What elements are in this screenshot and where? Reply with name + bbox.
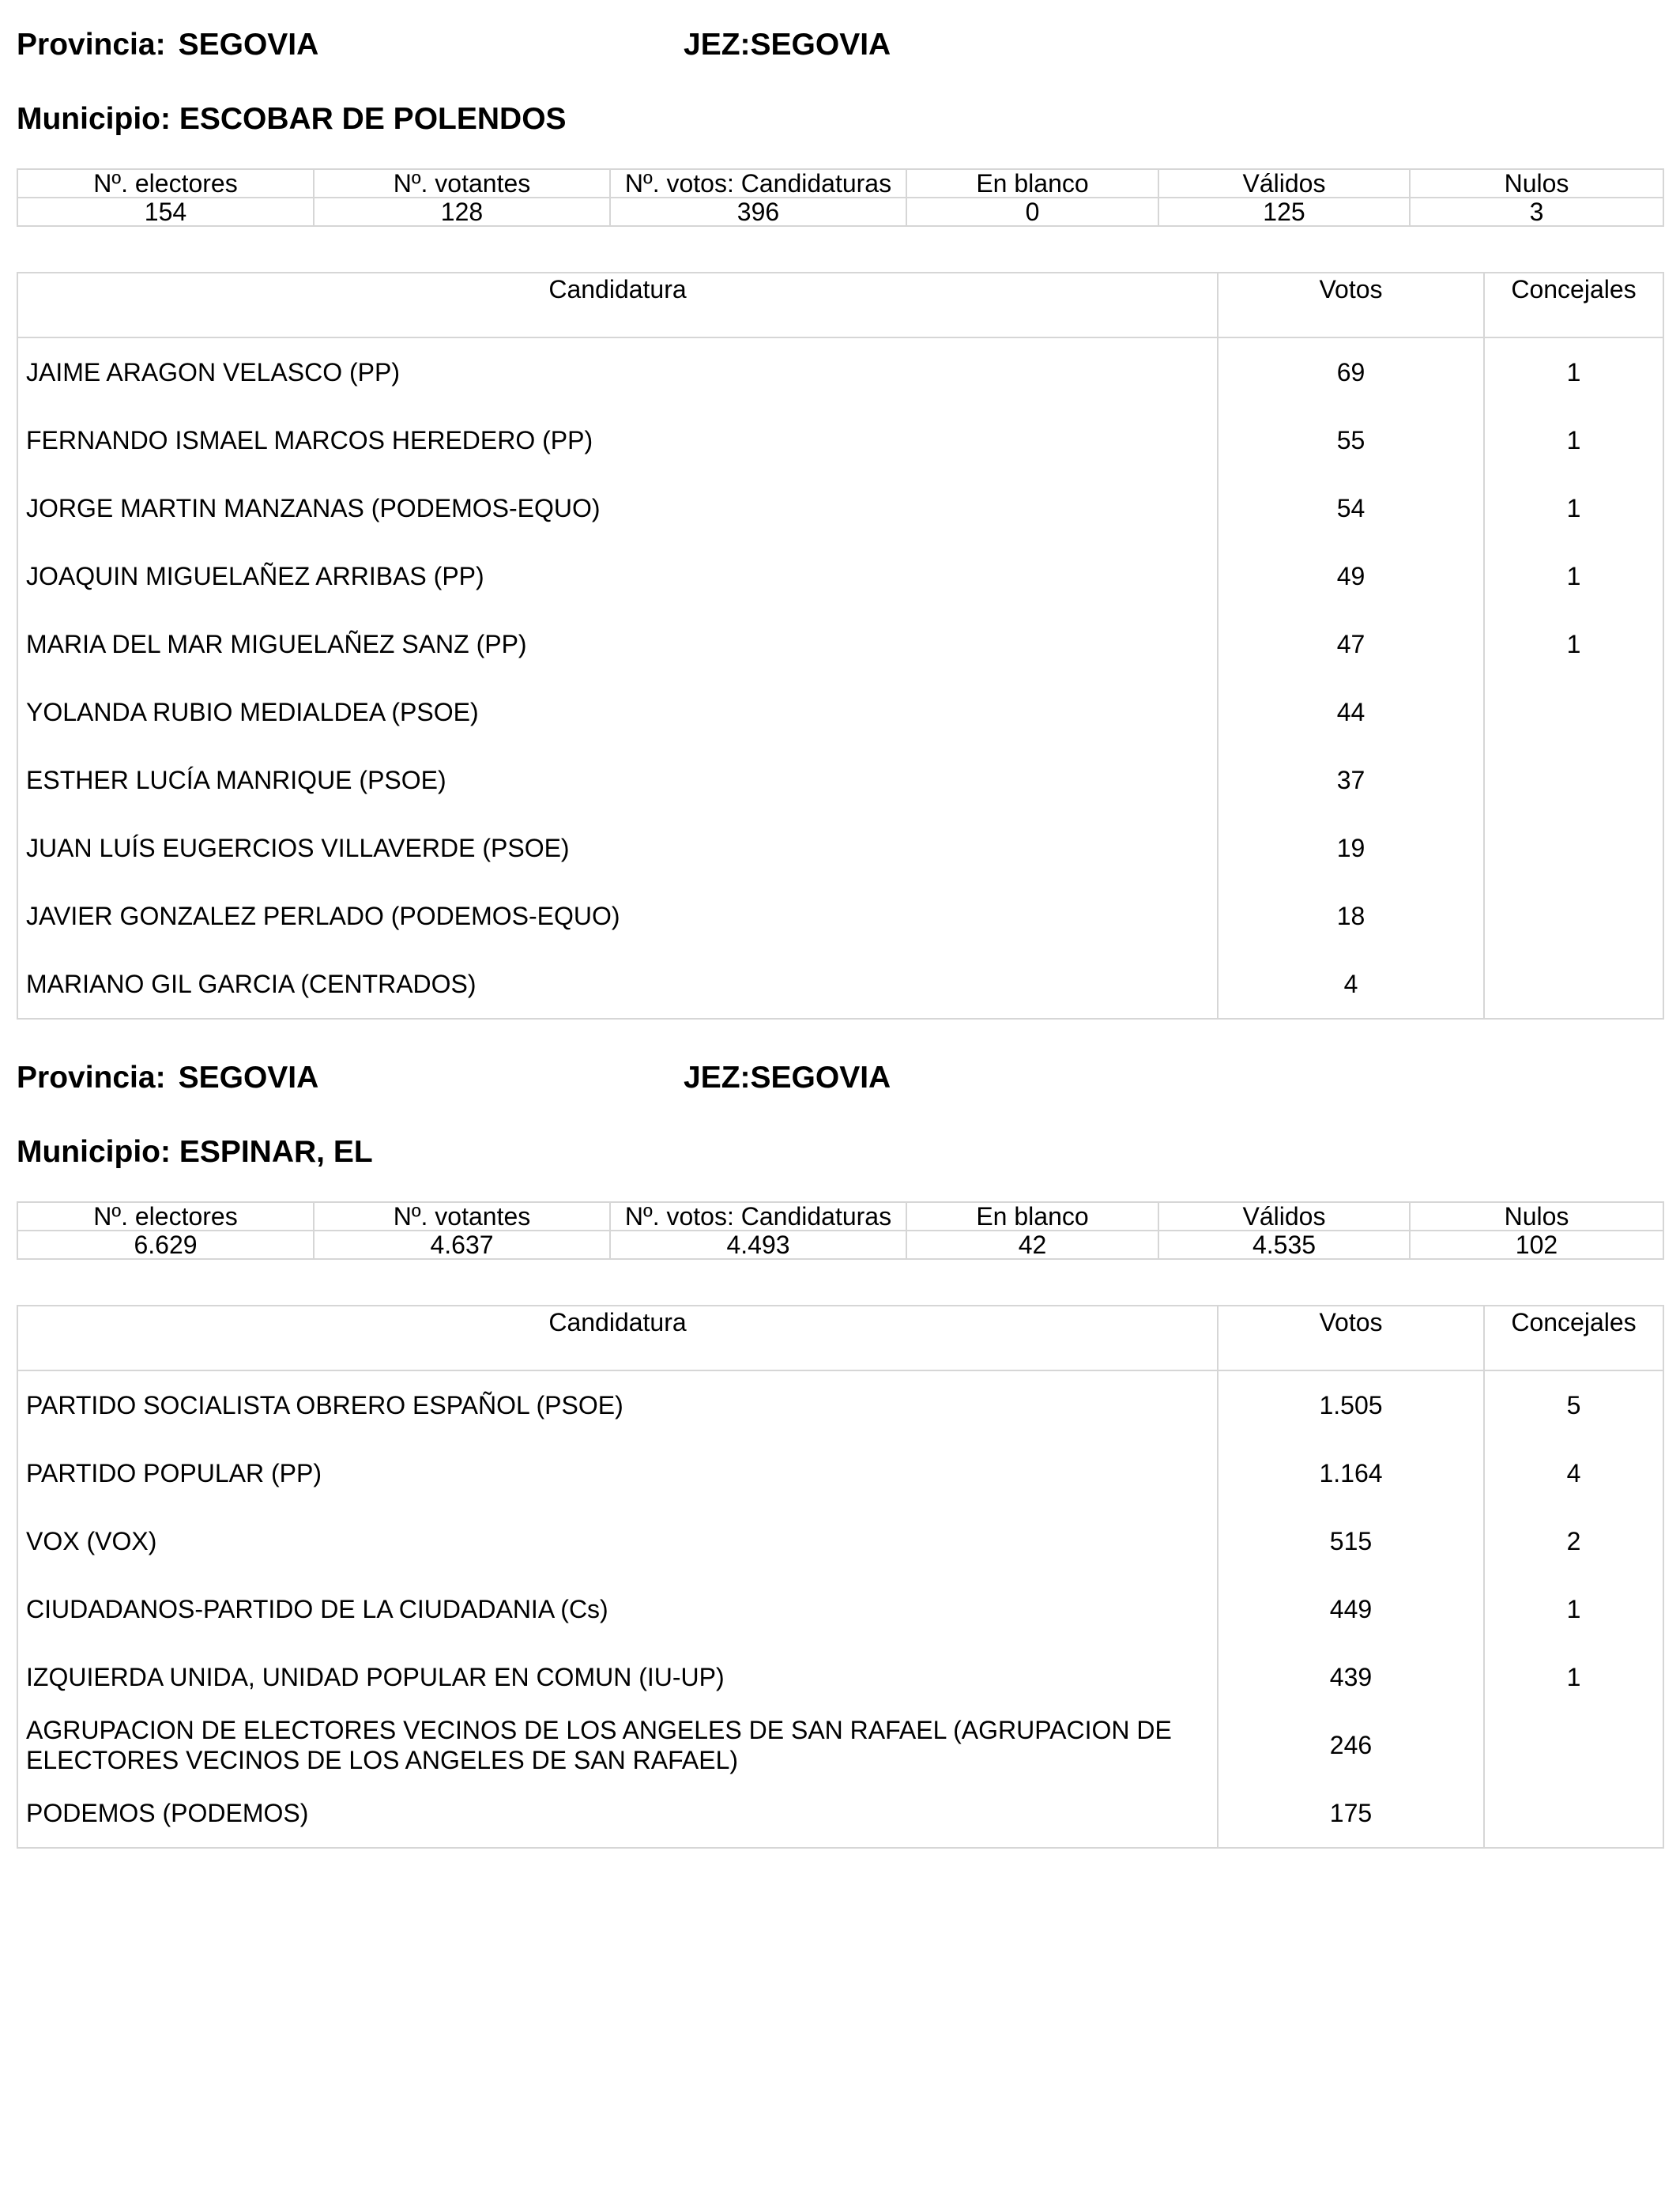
party-name: PARTIDO POPULAR (PP) (17, 1439, 1218, 1507)
summary-value-validos: 125 (1158, 198, 1410, 226)
table-row (17, 542, 1663, 610)
summary-value-validos: 4.535 (1158, 1231, 1410, 1259)
summary-value-votos-candidaturas: 396 (610, 198, 906, 226)
table-row (17, 1779, 1663, 1848)
party-name: AGRUPACION DE ELECTORES VECINOS DE LOS ANGELES DE SAN RAFAEL (AGRUPACION DE ELECTORES VECINOS DE LOS ANGELES DE SAN RAFAEL) (17, 1711, 1218, 1779)
summary-header-votantes: Nº. votantes (314, 169, 610, 198)
party-name: IZQUIERDA UNIDA, UNIDAD POPULAR EN COMUN (IU-UP) (17, 1643, 1218, 1711)
table-row (17, 610, 1663, 678)
summary-value-row (17, 198, 1663, 226)
summary-header-votantes: Nº. votantes (314, 1202, 610, 1231)
candidate-seats (1484, 678, 1663, 746)
candidate-votes: 44 (1218, 678, 1484, 746)
summary-value-electores: 6.629 (17, 1231, 314, 1259)
table-row (17, 678, 1663, 746)
party-seats: 1 (1484, 1643, 1663, 1711)
candidate-name: JAIME ARAGON VELASCO (PP) (17, 337, 1218, 406)
candidate-votes: 55 (1218, 406, 1484, 474)
results-header-row (17, 1306, 1663, 1370)
provincia-value: SEGOVIA (178, 28, 319, 62)
summary-header-en-blanco: En blanco (906, 169, 1158, 198)
candidate-seats (1484, 814, 1663, 882)
party-votes: 1.505 (1218, 1370, 1484, 1439)
candidate-name: JAVIER GONZALEZ PERLADO (PODEMOS-EQUO) (17, 882, 1218, 950)
results-header-row (17, 273, 1663, 337)
summary-value-electores: 154 (17, 198, 314, 226)
results-table (17, 272, 1664, 1020)
table-row (17, 1643, 1663, 1711)
municipio-value: ESCOBAR DE POLENDOS (179, 102, 567, 136)
candidate-seats: 1 (1484, 337, 1663, 406)
candidate-name: MARIA DEL MAR MIGUELAÑEZ SANZ (PP) (17, 610, 1218, 678)
candidate-name: MARIANO GIL GARCIA (CENTRADOS) (17, 950, 1218, 1019)
candidate-votes: 69 (1218, 337, 1484, 406)
party-seats (1484, 1779, 1663, 1848)
jez-line (684, 28, 891, 62)
summary-header-validos: Válidos (1158, 1202, 1410, 1231)
candidate-votes: 19 (1218, 814, 1484, 882)
summary-table (17, 168, 1664, 227)
candidate-votes: 49 (1218, 542, 1484, 610)
provincia-value: SEGOVIA (178, 1061, 319, 1095)
municipio-value: ESPINAR, EL (179, 1135, 373, 1169)
table-row (17, 1507, 1663, 1575)
candidate-name: JORGE MARTIN MANZANAS (PODEMOS-EQUO) (17, 474, 1218, 542)
candidate-seats: 1 (1484, 542, 1663, 610)
candidate-seats: 1 (1484, 610, 1663, 678)
municipio-label: Municipio: (17, 1135, 171, 1169)
jez-value: SEGOVIA (750, 1061, 891, 1095)
candidate-name: ESTHER LUCÍA MANRIQUE (PSOE) (17, 746, 1218, 814)
summary-value-votantes: 128 (314, 198, 610, 226)
provincia-label: Provincia: (17, 1061, 166, 1095)
candidate-votes: 47 (1218, 610, 1484, 678)
municipio-label: Municipio: (17, 102, 171, 136)
party-votes: 439 (1218, 1643, 1484, 1711)
summary-table (17, 1201, 1664, 1260)
party-votes: 449 (1218, 1575, 1484, 1643)
results-header-votos: Votos (1218, 1306, 1484, 1370)
party-name: VOX (VOX) (17, 1507, 1218, 1575)
candidate-votes: 18 (1218, 882, 1484, 950)
party-votes: 515 (1218, 1507, 1484, 1575)
municipio-line (17, 102, 567, 137)
candidate-name: YOLANDA RUBIO MEDIALDEA (PSOE) (17, 678, 1218, 746)
jez-value: SEGOVIA (750, 28, 891, 62)
summary-value-en-blanco: 0 (906, 198, 1158, 226)
jez-line (684, 1061, 891, 1095)
party-seats: 1 (1484, 1575, 1663, 1643)
results-header-concejales: Concejales (1484, 273, 1663, 337)
candidate-votes: 37 (1218, 746, 1484, 814)
candidate-seats: 1 (1484, 406, 1663, 474)
municipio-section-1 (17, 0, 1663, 1020)
candidate-seats (1484, 746, 1663, 814)
jez-label: JEZ: (684, 1061, 751, 1095)
summary-header-en-blanco: En blanco (906, 1202, 1158, 1231)
candidate-seats: 1 (1484, 474, 1663, 542)
party-seats: 2 (1484, 1507, 1663, 1575)
party-seats: 5 (1484, 1370, 1663, 1439)
candidate-votes: 54 (1218, 474, 1484, 542)
party-votes: 175 (1218, 1779, 1484, 1848)
summary-header-nulos: Nulos (1410, 169, 1663, 198)
table-row (17, 1711, 1663, 1779)
table-row (17, 406, 1663, 474)
party-votes: 1.164 (1218, 1439, 1484, 1507)
summary-value-votos-candidaturas: 4.493 (610, 1231, 906, 1259)
summary-value-row (17, 1231, 1663, 1259)
results-header-candidatura: Candidatura (17, 1306, 1218, 1370)
party-seats (1484, 1711, 1663, 1779)
table-row (17, 337, 1663, 406)
summary-header-votos-candidaturas: Nº. votos: Candidaturas (610, 169, 906, 198)
summary-header-row (17, 169, 1663, 198)
provincia-line (17, 1061, 318, 1095)
summary-header-validos: Válidos (1158, 169, 1410, 198)
summary-value-votantes: 4.637 (314, 1231, 610, 1259)
results-table (17, 1305, 1664, 1849)
results-header-concejales: Concejales (1484, 1306, 1663, 1370)
party-name: PODEMOS (PODEMOS) (17, 1779, 1218, 1848)
table-row (17, 950, 1663, 1019)
summary-value-nulos: 102 (1410, 1231, 1663, 1259)
table-row (17, 746, 1663, 814)
candidate-name: JUAN LUÍS EUGERCIOS VILLAVERDE (PSOE) (17, 814, 1218, 882)
table-row (17, 1370, 1663, 1439)
summary-header-electores: Nº. electores (17, 169, 314, 198)
summary-header-votos-candidaturas: Nº. votos: Candidaturas (610, 1202, 906, 1231)
table-row (17, 1439, 1663, 1507)
candidate-seats (1484, 950, 1663, 1019)
results-header-candidatura: Candidatura (17, 273, 1218, 337)
provincia-label: Provincia: (17, 28, 166, 62)
results-header-votos: Votos (1218, 273, 1484, 337)
party-name: PARTIDO SOCIALISTA OBRERO ESPAÑOL (PSOE) (17, 1370, 1218, 1439)
candidate-name: JOAQUIN MIGUELAÑEZ ARRIBAS (PP) (17, 542, 1218, 610)
candidate-seats (1484, 882, 1663, 950)
candidate-name: FERNANDO ISMAEL MARCOS HEREDERO (PP) (17, 406, 1218, 474)
table-row (17, 1575, 1663, 1643)
summary-header-nulos: Nulos (1410, 1202, 1663, 1231)
jez-label: JEZ: (684, 28, 751, 62)
table-row (17, 474, 1663, 542)
candidate-votes: 4 (1218, 950, 1484, 1019)
party-votes: 246 (1218, 1711, 1484, 1779)
summary-value-en-blanco: 42 (906, 1231, 1158, 1259)
municipio-section-2 (17, 1033, 1663, 1902)
table-row (17, 814, 1663, 882)
municipio-line (17, 1135, 373, 1170)
provincia-line (17, 28, 318, 62)
summary-header-row (17, 1202, 1663, 1231)
summary-value-nulos: 3 (1410, 198, 1663, 226)
table-row (17, 882, 1663, 950)
party-seats: 4 (1484, 1439, 1663, 1507)
summary-header-electores: Nº. electores (17, 1202, 314, 1231)
party-name: CIUDADANOS-PARTIDO DE LA CIUDADANIA (Cs) (17, 1575, 1218, 1643)
